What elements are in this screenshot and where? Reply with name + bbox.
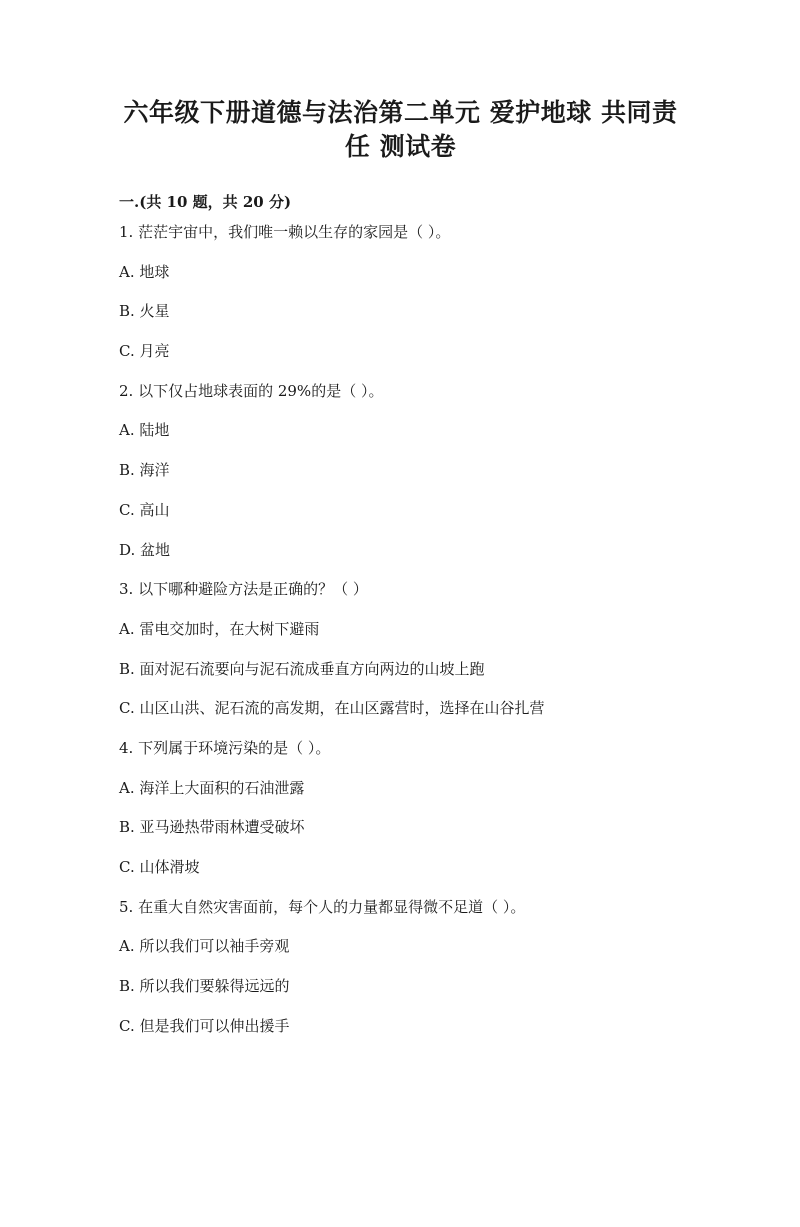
question-3-option-a: A. 雷电交加时，在大树下避雨	[119, 619, 320, 638]
question-2-option-b: B. 海洋	[119, 461, 170, 480]
question-2-option-a: A. 陆地	[119, 421, 170, 440]
exam-title-line-2: 任 测试卷	[344, 132, 457, 161]
question-3-option-c: C. 山区山洪、泥石流的高发期，在山区露营时，选择在山谷扎营	[119, 699, 545, 718]
question-4-option-a: A. 海洋上大面积的石油泄露	[119, 778, 305, 797]
question-2-stem: 2. 以下仅占地球表面的 29%的是（ ）。	[119, 381, 384, 400]
question-5-option-c: C. 但是我们可以伸出援手	[119, 1016, 290, 1035]
question-3-stem: 3. 以下哪种避险方法是正确的？（ ）	[119, 580, 368, 599]
exam-title-line-1: 六年级下册道德与法治第二单元 爱护地球 共同责	[123, 98, 678, 127]
question-1-option-c: C. 月亮	[119, 342, 170, 361]
question-4-stem: 4. 下列属于环境污染的是（ ）。	[119, 738, 331, 757]
section-heading: 一.(共 10 题，共 20 分)	[119, 193, 292, 211]
question-1-option-a: A. 地球	[119, 262, 170, 281]
question-4-option-c: C. 山体滑坡	[119, 858, 200, 876]
exam-title	[119, 96, 682, 164]
question-5-stem: 5. 在重大自然灾害面前，每个人的力量都显得微不足道（ ）。	[119, 897, 526, 916]
question-list	[119, 222, 682, 1036]
question-3-option-b: B. 面对泥石流要向与泥石流成垂直方向两边的山坡上跑	[119, 659, 485, 678]
exam-page	[0, 96, 800, 1227]
question-2-option-d: D. 盆地	[119, 540, 171, 559]
question-1-option-b: B. 火星	[119, 302, 170, 321]
question-1-stem: 1. 茫茫宇宙中，我们唯一赖以生存的家园是（ ）。	[119, 223, 451, 241]
question-5-option-a: A. 所以我们可以袖手旁观	[119, 937, 290, 956]
question-2-option-c: C. 高山	[119, 500, 170, 519]
question-5-option-b: B. 所以我们要躲得远远的	[119, 977, 290, 996]
question-4-option-b: B. 亚马逊热带雨林遭受破坏	[119, 818, 305, 837]
